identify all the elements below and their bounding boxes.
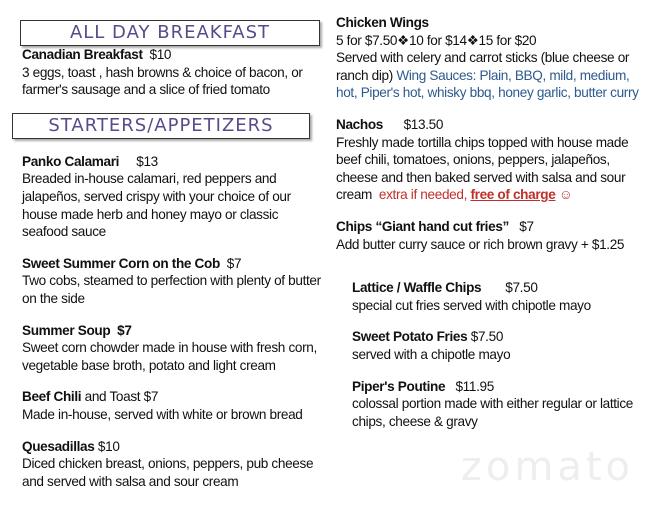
menu-item: Beef Chili and Toast $7 Made in-house, served with white or brown bread	[22, 389, 303, 422]
menu-item: Quesadillas $10 Diced chicken breast, onions, peppers, pub cheese and served with salsa and sour cream	[22, 438, 314, 489]
menu-item: Panko Calamari $13 Breaded in-house calamari, red peppers and jalapeños, served crispy with your choice of our house made herb and honey mayo or classic seafood sauce	[22, 153, 291, 240]
menu-item: Sweet Potato Fries $7.50 served with a chipotle mayo	[352, 329, 511, 362]
menu-item: Chips “Giant hand cut fries” $7 Add butter curry sauce or rich brown gravy + $1.25	[336, 218, 625, 252]
section-heading-starters: STARTERS/APPETIZERS	[12, 113, 310, 139]
watermark: zomato	[460, 444, 634, 491]
menu-item: Summer Soup $7 Sweet corn chowder made in house with fresh corn, vegetable base broth, potato and light cream	[22, 322, 317, 373]
menu-item: Lattice / Waffle Chips $7.50 special cut fries served with chipotle mayo	[352, 280, 591, 313]
menu-item: Sweet Summer Corn on the Cob $7 Two cobs, steamed to perfection with plenty of butter on the side	[22, 255, 321, 306]
section-heading-breakfast: ALL DAY BREAKFAST	[20, 20, 320, 46]
menu-item: Chicken Wings 5 for $7.50❖10 for $14❖15 for $20 Served with celery and carrot sticks (blue cheese or ranch dip) Wing Sauces: Plain, BBQ, mild, medium, hot, Piper's hot, whisky bbq, honey garlic, butter curry	[336, 15, 639, 101]
menu-item: Nachos $13.50 Freshly made tortilla chips topped with house made beef chili, tomatoes, onions, peppers, jalapeños, cheese and then baked served with salsa and sour cream extra if needed, free of charge ☺	[336, 116, 629, 203]
menu-item: Canadian Breakfast $10 3 eggs, toast , hash browns & choice of bacon, or farmer's sausage and a slice of fried tomato	[22, 47, 303, 98]
menu-item: Piper's Poutine $11.95 colossal portion made with either regular or lattice chips, cheese & gravy	[352, 378, 634, 429]
smiley-icon: ☺	[558, 187, 573, 203]
right-column	[336, 14, 640, 490]
left-column	[12, 14, 324, 504]
